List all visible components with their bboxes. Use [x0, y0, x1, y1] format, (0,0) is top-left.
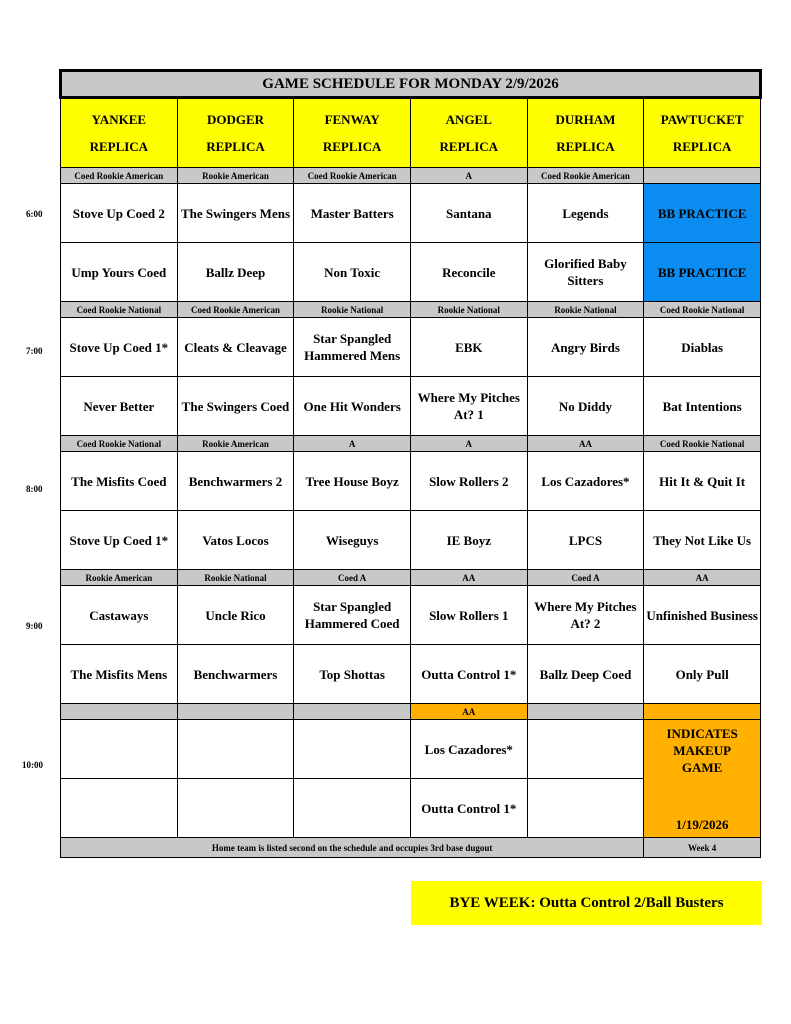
game-cell: Angry Birds	[527, 318, 644, 377]
game-cell: Slow Rollers 1	[410, 586, 527, 645]
game-row	[61, 720, 761, 779]
game-cell	[177, 779, 294, 838]
league-cell: Rookie National	[294, 302, 411, 318]
game-cell: Benchwarmers	[177, 645, 294, 704]
game-cell: Ballz Deep	[177, 243, 294, 302]
game-cell: IE Boyz	[410, 511, 527, 570]
game-row	[61, 318, 761, 377]
game-cell: Cleats & Cleavage	[177, 318, 294, 377]
league-cell: AA	[410, 704, 527, 720]
league-row	[61, 570, 761, 586]
game-cell: Santana	[410, 184, 527, 243]
league-row	[61, 168, 761, 184]
field-header: DURHAM REPLICA	[527, 98, 644, 168]
field-header: FENWAY REPLICA	[294, 98, 411, 168]
league-cell: Coed Rookie American	[177, 302, 294, 318]
league-cell	[61, 704, 178, 720]
game-cell: Star Spangled Hammered Mens	[294, 318, 411, 377]
practice-cell: BB PRACTICE	[644, 243, 761, 302]
game-cell: Los Cazadores*	[527, 452, 644, 511]
game-cell	[527, 720, 644, 779]
schedule-title: GAME SCHEDULE FOR MONDAY 2/9/2026	[61, 71, 761, 98]
game-cell: Where My Pitches At? 2	[527, 586, 644, 645]
practice-cell: BB PRACTICE	[644, 184, 761, 243]
league-cell: Coed Rookie National	[644, 436, 761, 452]
game-cell: No Diddy	[527, 377, 644, 436]
game-cell: Wiseguys	[294, 511, 411, 570]
game-cell: Non Toxic	[294, 243, 411, 302]
league-cell	[294, 704, 411, 720]
league-cell: A	[410, 436, 527, 452]
game-cell: Hit It & Quit It	[644, 452, 761, 511]
league-cell: Rookie National	[177, 570, 294, 586]
field-header: YANKEE REPLICA	[61, 98, 178, 168]
game-cell	[61, 720, 178, 779]
time-label-10: 10:00	[22, 760, 43, 770]
league-cell: Rookie American	[177, 168, 294, 184]
league-cell: Rookie National	[410, 302, 527, 318]
game-row	[61, 377, 761, 436]
game-cell	[61, 779, 178, 838]
league-cell: Coed Rookie American	[527, 168, 644, 184]
game-cell: Castaways	[61, 586, 178, 645]
game-cell: The Swingers Coed	[177, 377, 294, 436]
league-cell: Coed Rookie American	[294, 168, 411, 184]
game-cell	[294, 720, 411, 779]
game-cell: One Hit Wonders	[294, 377, 411, 436]
game-cell: Tree House Boyz	[294, 452, 411, 511]
game-cell	[177, 720, 294, 779]
game-cell: Where My Pitches At? 1	[410, 377, 527, 436]
game-cell: Slow Rollers 2	[410, 452, 527, 511]
game-cell: Never Better	[61, 377, 178, 436]
game-row	[61, 511, 761, 570]
game-cell: Star Spangled Hammered Coed	[294, 586, 411, 645]
league-cell	[527, 704, 644, 720]
game-row	[61, 452, 761, 511]
game-row	[61, 184, 761, 243]
game-cell: Outta Control 1*	[410, 645, 527, 704]
league-cell: AA	[527, 436, 644, 452]
field-header: PAWTUCKET REPLICA	[644, 98, 761, 168]
makeup-date: 1/19/2026	[675, 816, 729, 832]
time-label-6: 6:00	[26, 209, 43, 219]
game-cell: The Misfits Coed	[61, 452, 178, 511]
league-cell	[177, 704, 294, 720]
game-cell: EBK	[410, 318, 527, 377]
game-cell: Benchwarmers 2	[177, 452, 294, 511]
home-team-note: Home team is listed second on the schedule and occupies 3rd base dugout	[61, 838, 644, 858]
game-row	[61, 645, 761, 704]
league-cell: Coed Rookie American	[61, 168, 178, 184]
game-cell: Master Batters	[294, 184, 411, 243]
game-cell: LPCS	[527, 511, 644, 570]
league-row	[61, 302, 761, 318]
league-cell: Rookie National	[527, 302, 644, 318]
field-header: DODGER REPLICA	[177, 98, 294, 168]
makeup-legend	[644, 720, 761, 838]
game-cell: Los Cazadores*	[410, 720, 527, 779]
game-row	[61, 586, 761, 645]
game-cell: Top Shottas	[294, 645, 411, 704]
field-header: ANGEL REPLICA	[410, 98, 527, 168]
footer-row	[61, 838, 761, 858]
game-cell: Uncle Rico	[177, 586, 294, 645]
week-label: Week 4	[644, 838, 761, 858]
game-cell: Outta Control 1*	[410, 779, 527, 838]
game-row	[61, 243, 761, 302]
field-header-row	[61, 98, 761, 168]
game-cell: Ballz Deep Coed	[527, 645, 644, 704]
game-cell: Only Pull	[644, 645, 761, 704]
league-cell: AA	[410, 570, 527, 586]
game-cell: Vatos Locos	[177, 511, 294, 570]
league-cell: Rookie American	[61, 570, 178, 586]
league-cell: Coed A	[294, 570, 411, 586]
game-cell: Ump Yours Coed	[61, 243, 178, 302]
makeup-label: INDICATES MAKEUP GAME	[666, 725, 738, 775]
time-label-8: 8:00	[26, 484, 43, 494]
league-cell: Coed Rookie National	[61, 436, 178, 452]
league-cell: Rookie American	[177, 436, 294, 452]
game-cell: Stove Up Coed 1*	[61, 511, 178, 570]
league-cell: Coed Rookie National	[61, 302, 178, 318]
league-cell: A	[294, 436, 411, 452]
time-label-9: 9:00	[26, 621, 43, 631]
game-cell: Bat Intentions	[644, 377, 761, 436]
time-label-7: 7:00	[26, 346, 43, 356]
league-row	[61, 436, 761, 452]
league-cell: A	[410, 168, 527, 184]
game-cell: Reconcile	[410, 243, 527, 302]
league-row	[61, 704, 761, 720]
league-cell: Coed A	[527, 570, 644, 586]
game-cell: Unfinished Business	[644, 586, 761, 645]
game-cell: The Misfits Mens	[61, 645, 178, 704]
league-cell: AA	[644, 570, 761, 586]
game-cell	[527, 779, 644, 838]
game-cell: Glorified Baby Sitters	[527, 243, 644, 302]
league-cell	[644, 168, 761, 184]
game-cell	[294, 779, 411, 838]
league-cell	[644, 704, 761, 720]
game-cell: Diablas	[644, 318, 761, 377]
league-cell: Coed Rookie National	[644, 302, 761, 318]
game-cell: They Not Like Us	[644, 511, 761, 570]
game-cell: Legends	[527, 184, 644, 243]
schedule-table	[59, 69, 762, 858]
game-cell: Stove Up Coed 2	[61, 184, 178, 243]
game-cell: The Swingers Mens	[177, 184, 294, 243]
game-cell: Stove Up Coed 1*	[61, 318, 178, 377]
bye-week-banner: BYE WEEK: Outta Control 2/Ball Busters	[411, 881, 762, 925]
